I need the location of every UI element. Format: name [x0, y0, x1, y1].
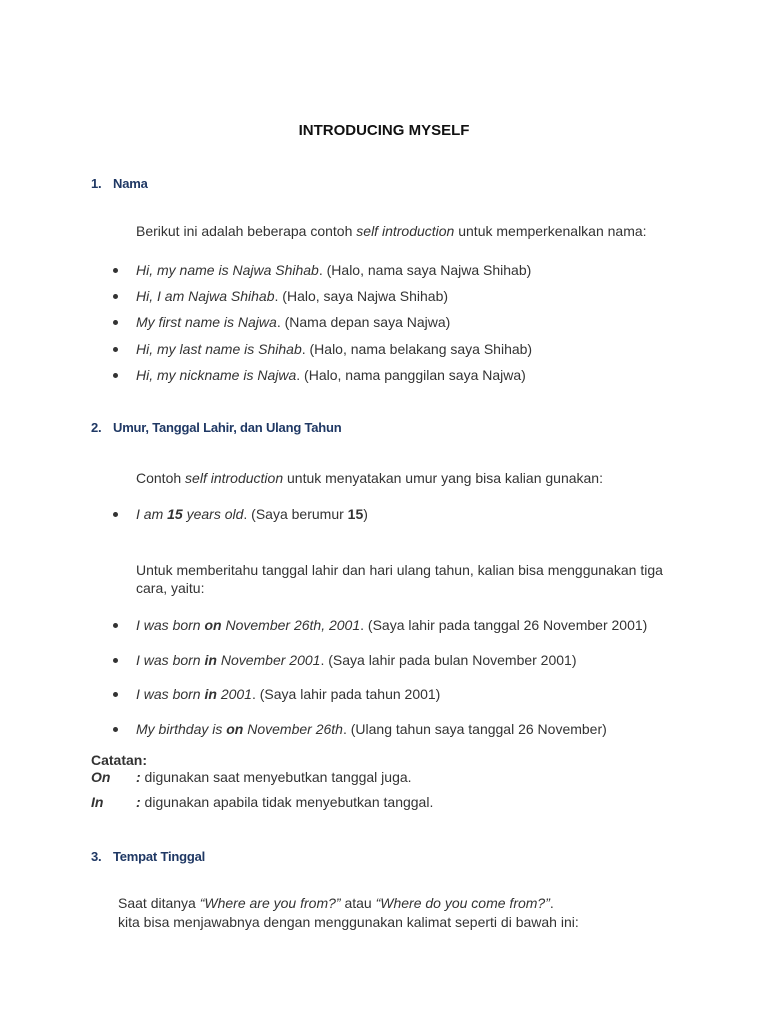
- section-title: Nama: [113, 176, 148, 191]
- note-colon: :: [136, 769, 141, 785]
- page-title: INTRODUCING MYSELF: [298, 122, 470, 139]
- question-quote: “Where are you from?”: [199, 895, 341, 911]
- english-phrase: My first name is Najwa: [136, 314, 277, 330]
- english-phrase: November 26th, 2001: [221, 617, 361, 633]
- preposition: in: [204, 652, 217, 668]
- translation: . (Saya berumur: [243, 506, 348, 522]
- english-phrase: Hi, my last name is Shihab: [136, 341, 302, 357]
- intro-text: .: [549, 895, 554, 911]
- note-text: [136, 794, 433, 810]
- intro-emphasis: self introduction: [356, 223, 455, 239]
- section-title: Tempat Tinggal: [113, 849, 206, 864]
- english-phrase: I was born: [136, 652, 205, 668]
- list-item: [136, 721, 607, 737]
- list-item: [136, 262, 531, 278]
- bullet-icon: [113, 373, 118, 378]
- list-item: [136, 341, 532, 357]
- intro-text: untuk memperkenalkan nama:: [454, 223, 647, 239]
- section-intro: [136, 223, 647, 239]
- list-item: [136, 652, 577, 668]
- intro-text: atau: [340, 895, 376, 911]
- note-key-on: On: [91, 769, 111, 785]
- bullet-icon: [113, 692, 118, 697]
- english-phrase: Hi, I am Najwa Shihab: [136, 288, 275, 304]
- list-item-age: [136, 506, 368, 522]
- bullet-icon: [113, 727, 118, 732]
- translation: . (Halo, nama saya Najwa Shihab): [318, 262, 532, 278]
- intro-text: untuk menyatakan umur yang bisa kalian gunakan:: [283, 470, 603, 486]
- preposition: on: [226, 721, 244, 737]
- section-heading-tempat-tinggal: [91, 849, 205, 864]
- english-phrase: Hi, my nickname is Najwa: [136, 367, 297, 383]
- list-item: [136, 367, 526, 383]
- age-number: 15: [347, 506, 364, 522]
- bullet-icon: [113, 512, 118, 517]
- translation: . (Halo, saya Najwa Shihab): [274, 288, 449, 304]
- english-phrase: I am: [136, 506, 168, 522]
- english-phrase: I was born: [136, 617, 205, 633]
- english-phrase: 2001: [216, 686, 252, 702]
- english-phrase: November 2001: [216, 652, 321, 668]
- section-number: 2.: [91, 420, 102, 435]
- paragraph: kita bisa menjawabnya dengan menggunakan kalimat seperti di bawah ini:: [118, 914, 579, 930]
- note-key-in: In: [91, 794, 104, 810]
- section-title: Umur, Tanggal Lahir, dan Ulang Tahun: [113, 420, 342, 435]
- preposition: on: [204, 617, 222, 633]
- paragraph: Untuk memberitahu tanggal lahir dan hari ulang tahun, kalian bisa menggunakan tiga cara, yaitu:: [136, 562, 663, 596]
- section-number: 3.: [91, 849, 102, 864]
- section-intro: [136, 470, 603, 486]
- bullet-icon: [113, 658, 118, 663]
- bullet-icon: [113, 268, 118, 273]
- bullet-icon: [113, 320, 118, 325]
- preposition: in: [204, 686, 217, 702]
- list-item: [136, 617, 647, 633]
- translation: . (Saya lahir pada tahun 2001): [251, 686, 441, 702]
- translation: . (Saya lahir pada tanggal 26 November 2001): [360, 617, 648, 633]
- intro-text: Berikut ini adalah beberapa contoh: [136, 223, 357, 239]
- note-label: Catatan:: [91, 752, 148, 768]
- english-phrase: I was born: [136, 686, 205, 702]
- intro-text: Contoh: [136, 470, 186, 486]
- bullet-icon: [113, 623, 118, 628]
- intro-emphasis: self introduction: [185, 470, 284, 486]
- note-text: [136, 769, 412, 785]
- age-number: 15: [167, 506, 183, 522]
- section-number: 1.: [91, 176, 102, 191]
- question-quote: “Where do you come from?”: [375, 895, 550, 911]
- note-description: digunakan apabila tidak menyebutkan tanggal.: [140, 794, 434, 810]
- intro-text: Saat ditanya: [118, 895, 200, 911]
- section-intro: [118, 895, 554, 911]
- list-item: [136, 288, 448, 304]
- note-colon: :: [136, 794, 141, 810]
- bullet-icon: [113, 347, 118, 352]
- section-heading-umur: [91, 420, 342, 435]
- section-heading-nama: [91, 176, 148, 191]
- translation: . (Ulang tahun saya tanggal 26 November): [342, 721, 607, 737]
- translation: . (Halo, nama belakang saya Shihab): [301, 341, 533, 357]
- bullet-icon: [113, 294, 118, 299]
- translation: . (Saya lahir pada bulan November 2001): [320, 652, 577, 668]
- translation: ): [363, 506, 368, 522]
- english-phrase: My birthday is: [136, 721, 227, 737]
- note-description: digunakan saat menyebutkan tanggal juga.: [140, 769, 412, 785]
- list-item: [136, 686, 440, 702]
- english-phrase: Hi, my name is Najwa Shihab: [136, 262, 319, 278]
- english-phrase: November 26th: [243, 721, 343, 737]
- list-item: [136, 314, 450, 330]
- translation: . (Halo, nama panggilan saya Najwa): [296, 367, 526, 383]
- english-phrase: years old: [182, 506, 244, 522]
- translation: . (Nama depan saya Najwa): [276, 314, 451, 330]
